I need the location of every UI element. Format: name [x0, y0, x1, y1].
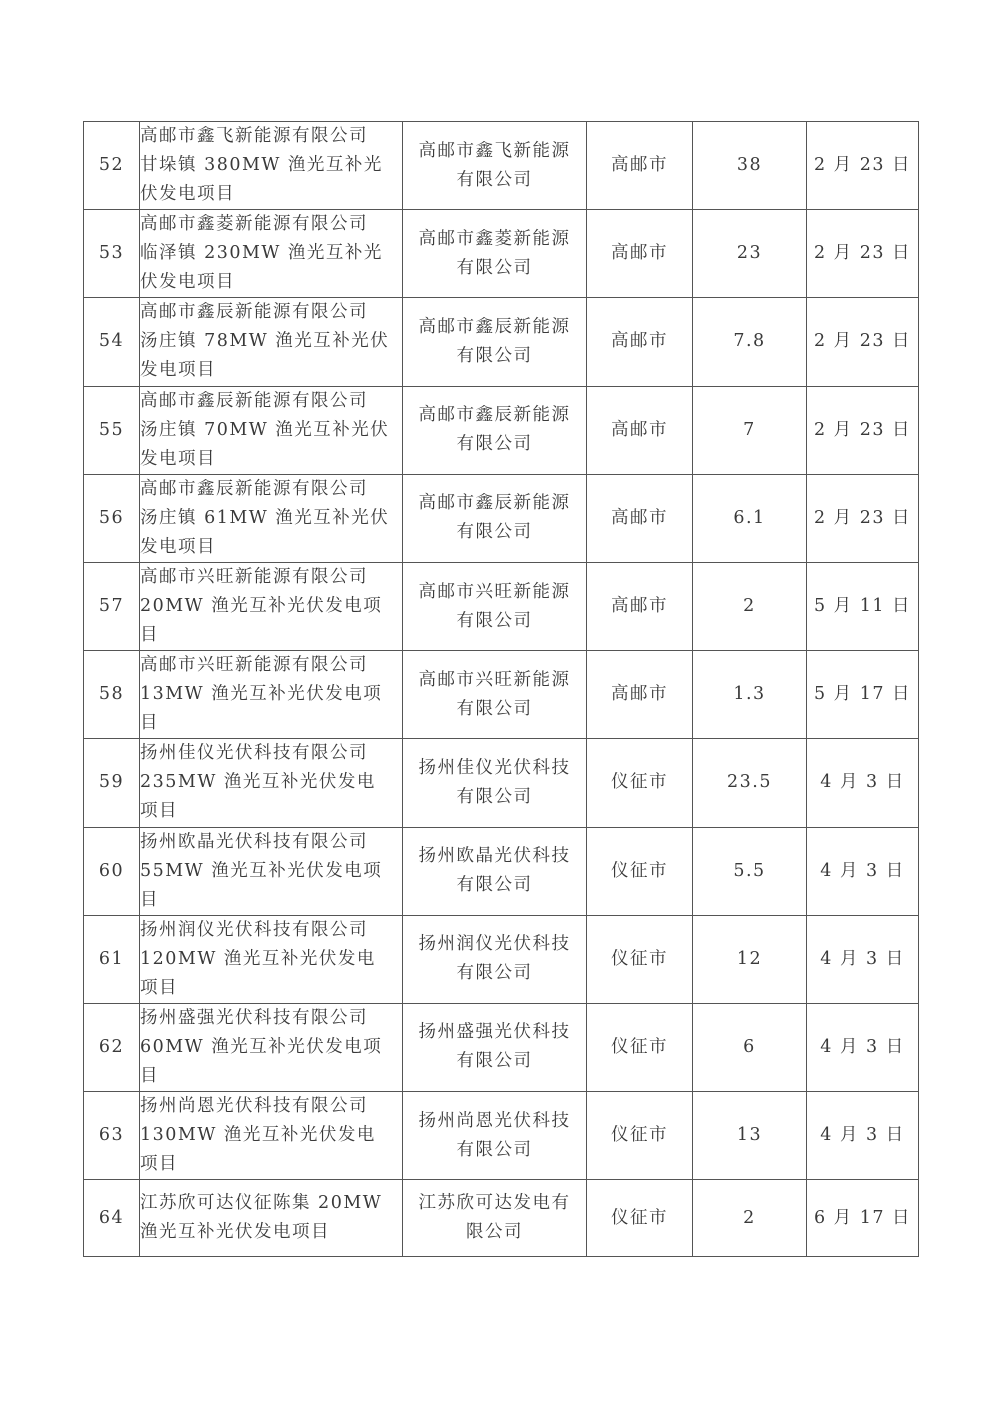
- city-name: 仪征市: [611, 948, 668, 969]
- project-name-line: 高邮市兴旺新能源有限公司: [140, 567, 368, 588]
- table-row: [84, 651, 919, 739]
- project-name-line: 高邮市鑫菱新能源有限公司: [140, 214, 368, 235]
- project-name-line: 高邮市鑫飞新能源有限公司: [140, 126, 368, 147]
- company-name-line: 扬州佳仪光伏科技: [418, 757, 571, 778]
- row-number: 55: [98, 419, 125, 440]
- project-name-line: 高邮市鑫辰新能源有限公司: [140, 390, 368, 411]
- table-row: [84, 122, 919, 210]
- company-cell: [403, 739, 587, 827]
- city-name: 高邮市: [611, 419, 668, 440]
- row-number-cell: [84, 474, 140, 562]
- project-name-cell: [140, 651, 403, 739]
- capacity-cell: [693, 651, 807, 739]
- capacity-cell: [693, 1180, 807, 1257]
- row-number: 57: [98, 596, 125, 617]
- company-cell: [403, 651, 587, 739]
- date-value: 4 月 3 日: [820, 1036, 905, 1057]
- company-cell: [403, 1180, 587, 1257]
- company-name-line: 扬州润仪光伏科技: [418, 934, 571, 955]
- capacity-value: 5.5: [733, 860, 766, 881]
- project-name-cell: [140, 386, 403, 474]
- project-name-line: 江苏欣可达仪征陈集 20MW: [140, 1193, 383, 1214]
- company-cell: [403, 1092, 587, 1180]
- company-cell: [403, 915, 587, 1003]
- project-name-cell: [140, 210, 403, 298]
- project-name-line: 项目: [140, 1154, 178, 1175]
- project-name-line: 发电项目: [140, 536, 216, 557]
- row-number: 62: [98, 1036, 125, 1057]
- project-name-cell: [140, 827, 403, 915]
- row-number: 64: [98, 1207, 125, 1228]
- table-row: [84, 827, 919, 915]
- table-row: [84, 562, 919, 650]
- company-cell: [403, 474, 587, 562]
- row-number: 53: [98, 243, 125, 264]
- project-name-line: 扬州盛强光伏科技有限公司: [140, 1007, 368, 1028]
- capacity-cell: [693, 474, 807, 562]
- city-name: 仪征市: [611, 772, 668, 793]
- project-name-line: 55MW 渔光互补光伏发电项: [140, 860, 383, 881]
- company-name-line: 有限公司: [456, 434, 533, 455]
- project-name-line: 发电项目: [140, 360, 216, 381]
- city-name: 仪征市: [611, 1125, 668, 1146]
- row-number: 59: [98, 772, 125, 793]
- project-name-line: 汤庄镇 70MW 渔光互补光伏: [140, 419, 390, 440]
- date-cell: [807, 1180, 919, 1257]
- city-cell: [587, 651, 693, 739]
- company-name-line: 高邮市兴旺新能源: [418, 669, 571, 690]
- date-value: 2 月 23 日: [813, 243, 912, 264]
- company-cell: [403, 298, 587, 386]
- company-name-line: 有限公司: [456, 610, 533, 631]
- capacity-value: 2: [743, 1207, 756, 1228]
- capacity-value: 23.5: [727, 772, 772, 793]
- company-name-line: 高邮市鑫飞新能源: [418, 140, 571, 161]
- project-name-line: 高邮市鑫辰新能源有限公司: [140, 302, 368, 323]
- project-name-cell: [140, 474, 403, 562]
- capacity-value: 1.3: [733, 684, 766, 705]
- project-name-line: 高邮市鑫辰新能源有限公司: [140, 478, 368, 499]
- project-name-line: 扬州润仪光伏科技有限公司: [140, 919, 368, 940]
- city-cell: [587, 1003, 693, 1091]
- company-name-line: 高邮市鑫辰新能源: [418, 493, 571, 514]
- project-name-line: 渔光互补光伏发电项目: [140, 1222, 330, 1243]
- project-name-cell: [140, 298, 403, 386]
- row-number-cell: [84, 827, 140, 915]
- date-value: 2 月 23 日: [813, 507, 912, 528]
- table-row: [84, 298, 919, 386]
- table-row: [84, 1003, 919, 1091]
- city-cell: [587, 915, 693, 1003]
- date-cell: [807, 298, 919, 386]
- company-cell: [403, 1003, 587, 1091]
- city-cell: [587, 122, 693, 210]
- capacity-cell: [693, 1092, 807, 1180]
- city-name: 高邮市: [611, 155, 668, 176]
- date-value: 2 月 23 日: [813, 419, 912, 440]
- date-value: 4 月 3 日: [820, 772, 905, 793]
- date-cell: [807, 915, 919, 1003]
- date-value: 5 月 17 日: [813, 684, 912, 705]
- capacity-value: 12: [736, 948, 763, 969]
- city-cell: [587, 1092, 693, 1180]
- capacity-value: 6.1: [733, 507, 766, 528]
- row-number-cell: [84, 386, 140, 474]
- table-row: [84, 1180, 919, 1257]
- project-name-line: 60MW 渔光互补光伏发电项: [140, 1036, 383, 1057]
- project-name-cell: [140, 1180, 403, 1257]
- company-name-line: 有限公司: [456, 345, 533, 366]
- company-name-line: 有限公司: [456, 1139, 533, 1160]
- date-value: 5 月 11 日: [813, 596, 912, 617]
- project-name-line: 目: [140, 1065, 159, 1086]
- row-number-cell: [84, 1003, 140, 1091]
- date-cell: [807, 827, 919, 915]
- capacity-cell: [693, 827, 807, 915]
- project-name-line: 甘垛镇 380MW 渔光互补光: [140, 155, 383, 176]
- company-cell: [403, 386, 587, 474]
- company-name-line: 有限公司: [456, 875, 533, 896]
- company-name-line: 有限公司: [456, 963, 533, 984]
- city-name: 高邮市: [611, 331, 668, 352]
- row-number: 56: [98, 507, 125, 528]
- project-name-line: 项目: [140, 977, 178, 998]
- project-name-line: 扬州欧晶光伏科技有限公司: [140, 831, 368, 852]
- company-name-line: 限公司: [466, 1222, 523, 1243]
- capacity-cell: [693, 298, 807, 386]
- capacity-cell: [693, 915, 807, 1003]
- city-cell: [587, 562, 693, 650]
- date-cell: [807, 210, 919, 298]
- capacity-value: 7.8: [733, 331, 766, 352]
- project-name-line: 汤庄镇 61MW 渔光互补光伏: [140, 507, 390, 528]
- company-name-line: 有限公司: [456, 522, 533, 543]
- project-name-line: 高邮市兴旺新能源有限公司: [140, 655, 368, 676]
- city-cell: [587, 739, 693, 827]
- city-cell: [587, 210, 693, 298]
- row-number-cell: [84, 915, 140, 1003]
- project-name-line: 临泽镇 230MW 渔光互补光: [140, 243, 383, 264]
- table-row: [84, 739, 919, 827]
- city-name: 高邮市: [611, 684, 668, 705]
- city-cell: [587, 1180, 693, 1257]
- project-name-line: 伏发电项目: [140, 184, 235, 205]
- capacity-value: 23: [736, 243, 763, 264]
- company-name-line: 有限公司: [456, 169, 533, 190]
- date-value: 4 月 3 日: [820, 860, 905, 881]
- date-value: 6 月 17 日: [813, 1207, 912, 1228]
- project-name-line: 13MW 渔光互补光伏发电项: [140, 684, 383, 705]
- date-cell: [807, 1003, 919, 1091]
- project-name-line: 目: [140, 625, 159, 646]
- date-cell: [807, 651, 919, 739]
- project-name-line: 235MW 渔光互补光伏发电: [140, 772, 376, 793]
- company-name-line: 高邮市鑫辰新能源: [418, 316, 571, 337]
- row-number: 54: [98, 331, 125, 352]
- company-cell: [403, 210, 587, 298]
- table-row: [84, 386, 919, 474]
- date-cell: [807, 474, 919, 562]
- date-cell: [807, 739, 919, 827]
- project-name-cell: [140, 915, 403, 1003]
- city-name: 高邮市: [611, 507, 668, 528]
- project-name-line: 汤庄镇 78MW 渔光互补光伏: [140, 331, 390, 352]
- project-name-cell: [140, 1092, 403, 1180]
- row-number: 60: [98, 860, 125, 881]
- company-name-line: 扬州尚恩光伏科技: [418, 1110, 571, 1131]
- row-number-cell: [84, 210, 140, 298]
- row-number-cell: [84, 562, 140, 650]
- row-number: 61: [98, 948, 125, 969]
- project-table: [83, 121, 919, 1257]
- project-name-line: 目: [140, 713, 159, 734]
- project-table-body: [84, 122, 919, 1257]
- row-number: 63: [98, 1125, 125, 1146]
- project-name-line: 扬州尚恩光伏科技有限公司: [140, 1096, 368, 1117]
- project-name-line: 扬州佳仪光伏科技有限公司: [140, 743, 368, 764]
- city-cell: [587, 298, 693, 386]
- row-number-cell: [84, 739, 140, 827]
- capacity-value: 6: [743, 1036, 756, 1057]
- project-name-line: 伏发电项目: [140, 272, 235, 293]
- row-number: 58: [98, 684, 125, 705]
- company-name-line: 高邮市鑫菱新能源: [418, 228, 571, 249]
- date-cell: [807, 1092, 919, 1180]
- date-value: 2 月 23 日: [813, 155, 912, 176]
- capacity-cell: [693, 739, 807, 827]
- row-number-cell: [84, 651, 140, 739]
- table-row: [84, 1092, 919, 1180]
- date-value: 4 月 3 日: [820, 1125, 905, 1146]
- date-cell: [807, 122, 919, 210]
- row-number-cell: [84, 122, 140, 210]
- row-number: 52: [98, 155, 125, 176]
- capacity-cell: [693, 386, 807, 474]
- capacity-value: 38: [736, 155, 763, 176]
- company-cell: [403, 562, 587, 650]
- city-name: 仪征市: [611, 860, 668, 881]
- company-cell: [403, 122, 587, 210]
- company-name-line: 扬州欧晶光伏科技: [418, 846, 571, 867]
- city-cell: [587, 474, 693, 562]
- company-name-line: 高邮市兴旺新能源: [418, 581, 571, 602]
- city-cell: [587, 827, 693, 915]
- company-name-line: 扬州盛强光伏科技: [418, 1022, 571, 1043]
- date-cell: [807, 562, 919, 650]
- company-name-line: 高邮市鑫辰新能源: [418, 405, 571, 426]
- row-number-cell: [84, 298, 140, 386]
- row-number-cell: [84, 1092, 140, 1180]
- project-name-cell: [140, 1003, 403, 1091]
- capacity-cell: [693, 122, 807, 210]
- date-value: 2 月 23 日: [813, 331, 912, 352]
- company-name-line: 江苏欣可达发电有: [418, 1193, 571, 1214]
- company-cell: [403, 827, 587, 915]
- company-name-line: 有限公司: [456, 1051, 533, 1072]
- project-name-line: 120MW 渔光互补光伏发电: [140, 948, 376, 969]
- project-name-line: 目: [140, 889, 159, 910]
- date-value: 4 月 3 日: [820, 948, 905, 969]
- capacity-value: 13: [736, 1125, 763, 1146]
- city-cell: [587, 386, 693, 474]
- table-row: [84, 210, 919, 298]
- company-name-line: 有限公司: [456, 257, 533, 278]
- city-name: 仪征市: [611, 1036, 668, 1057]
- project-name-line: 130MW 渔光互补光伏发电: [140, 1125, 376, 1146]
- project-name-cell: [140, 739, 403, 827]
- capacity-cell: [693, 210, 807, 298]
- company-name-line: 有限公司: [456, 786, 533, 807]
- capacity-value: 7: [743, 419, 756, 440]
- capacity-value: 2: [743, 596, 756, 617]
- date-cell: [807, 386, 919, 474]
- table-row: [84, 474, 919, 562]
- company-name-line: 有限公司: [456, 698, 533, 719]
- project-name-cell: [140, 562, 403, 650]
- city-name: 高邮市: [611, 596, 668, 617]
- capacity-cell: [693, 1003, 807, 1091]
- project-name-line: 项目: [140, 801, 178, 822]
- city-name: 仪征市: [611, 1207, 668, 1228]
- capacity-cell: [693, 562, 807, 650]
- table-row: [84, 915, 919, 1003]
- project-name-line: 20MW 渔光互补光伏发电项: [140, 596, 383, 617]
- project-name-line: 发电项目: [140, 448, 216, 469]
- row-number-cell: [84, 1180, 140, 1257]
- city-name: 高邮市: [611, 243, 668, 264]
- project-name-cell: [140, 122, 403, 210]
